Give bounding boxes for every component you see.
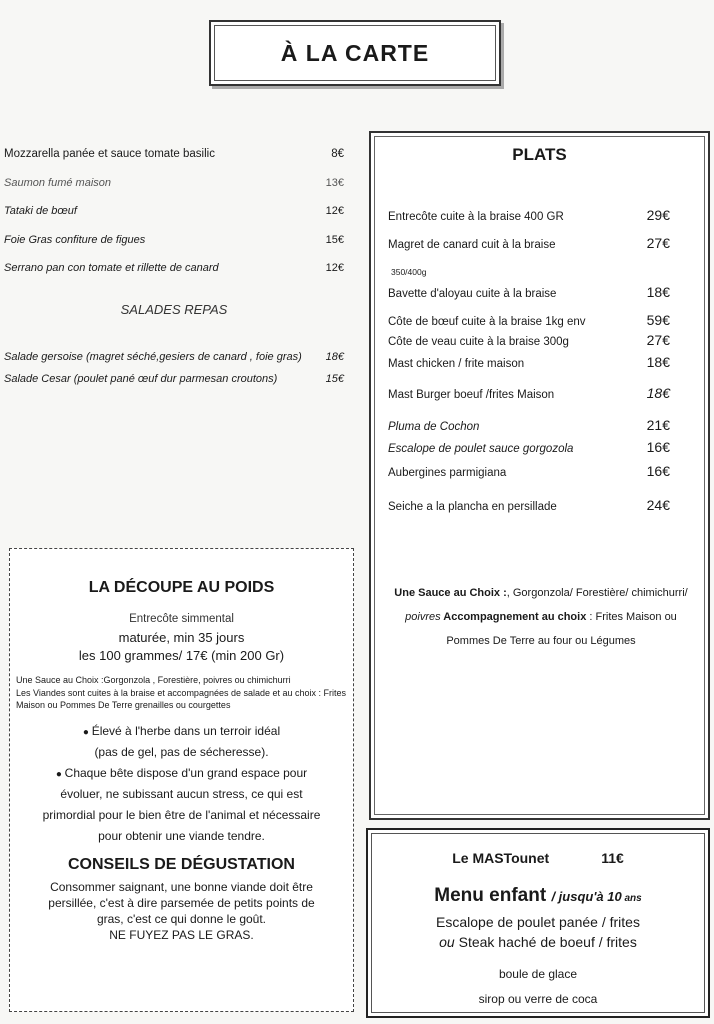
kids-menu-title bbox=[368, 885, 708, 907]
salad-price: 18€ bbox=[325, 351, 344, 363]
decoupe-section bbox=[9, 548, 354, 1012]
bullet-item bbox=[10, 721, 353, 743]
bullet-icon: ● bbox=[82, 727, 92, 738]
plat-price: 27€ bbox=[646, 235, 670, 251]
plat-item bbox=[388, 463, 670, 479]
plat-name: Seiche a la plancha en persillade bbox=[388, 501, 557, 513]
starter-item bbox=[4, 234, 344, 246]
plat-item bbox=[388, 207, 670, 223]
plat-name: Bavette d'aloyau cuite à la braise bbox=[388, 288, 557, 300]
starter-price: 12€ bbox=[325, 205, 344, 217]
conseils-title: CONSEILS DE DÉGUSTATION bbox=[68, 856, 295, 873]
plat-price: 16€ bbox=[646, 439, 670, 455]
salad-name: Salade Cesar (poulet pané œuf dur parmesan croutons) bbox=[4, 373, 278, 385]
bullet-continuation: primordial pour le bien être de l'animal et nécessaire bbox=[42, 808, 321, 822]
plat-item bbox=[388, 439, 670, 455]
plat-item bbox=[388, 497, 670, 513]
plat-item bbox=[388, 385, 670, 401]
starter-name: Serrano pan con tomate et rillette de canard bbox=[4, 262, 219, 274]
starter-name: Foie Gras confiture de figues bbox=[4, 234, 146, 246]
kids-age-unit: ans bbox=[621, 893, 642, 904]
plat-name: Côte de veau cuite à la braise 300g bbox=[388, 336, 569, 348]
starter-name: Mozzarella panée et sauce tomate basilic bbox=[4, 148, 215, 160]
kids-menu-label: Menu enfant bbox=[434, 885, 552, 906]
salad-item bbox=[4, 373, 344, 385]
plat-price: 18€ bbox=[646, 385, 670, 401]
starter-price: 12€ bbox=[325, 262, 344, 274]
salades-heading: SALADES REPAS bbox=[120, 302, 228, 317]
bullet-item bbox=[10, 763, 353, 785]
conseils-line: Consommer saignant, une bonne viande doit être bbox=[50, 880, 313, 894]
plat-item bbox=[388, 332, 670, 348]
plats-title: PLATS bbox=[512, 145, 567, 164]
plat-name: Mast Burger boeuf /frites Maison bbox=[388, 389, 555, 401]
plat-name: Aubergines parmigiana bbox=[388, 467, 507, 479]
starter-item bbox=[4, 148, 344, 160]
page-title: À LA CARTE bbox=[209, 20, 501, 86]
starter-price: 8€ bbox=[331, 148, 344, 160]
bullet-text: Chaque bête dispose d'un grand espace pour bbox=[64, 766, 308, 780]
salad-name: Salade gersoise (magret séché,gesiers de canard , foie gras) bbox=[4, 351, 302, 363]
kids-menu-line bbox=[368, 934, 708, 950]
bullet-continuation: (pas de gel, pas de sécheresse). bbox=[94, 745, 269, 759]
sauce-accompaniment-text bbox=[385, 581, 697, 653]
starter-item bbox=[4, 262, 344, 274]
decoupe-line: maturée, min 35 jours bbox=[118, 630, 245, 645]
kids-or: ou bbox=[439, 934, 455, 950]
plat-item bbox=[388, 235, 670, 251]
decoupe-price-line: les 100 grammes/ 17€ (min 200 Gr) bbox=[78, 648, 285, 663]
kids-menu-line: sirop ou verre de coca bbox=[478, 992, 598, 1006]
kids-menu-price: 11€ bbox=[601, 850, 624, 866]
kids-menu-section bbox=[366, 828, 710, 1018]
starter-name: Tataki de bœuf bbox=[4, 205, 77, 217]
plat-price: 18€ bbox=[646, 284, 670, 300]
accomp-options: : Frites Maison ou Pommes De Terre au four ou Légumes bbox=[446, 611, 677, 647]
kids-age-limit: / jusqu'à 10 bbox=[551, 889, 622, 904]
plat-price: 27€ bbox=[646, 332, 670, 348]
accomp-label: Accompagnement au choix bbox=[440, 611, 587, 623]
plat-price: 21€ bbox=[646, 417, 670, 433]
kids-line-text: Steak haché de boeuf / frites bbox=[454, 934, 637, 950]
sauce-label: Une Sauce au Choix : bbox=[394, 587, 507, 599]
salad-price: 15€ bbox=[325, 373, 344, 385]
plat-item bbox=[388, 417, 670, 433]
plat-item bbox=[388, 284, 670, 300]
bullet-icon: ● bbox=[55, 769, 65, 780]
plats-section bbox=[369, 131, 710, 820]
kids-menu-line: Escalope de poulet panée / frites bbox=[436, 914, 640, 930]
plat-price: 59€ bbox=[646, 312, 670, 328]
plat-price: 16€ bbox=[646, 463, 670, 479]
bullet-continuation: évoluer, ne subissant aucun stress, ce qui est bbox=[60, 787, 303, 801]
plat-item bbox=[388, 312, 670, 328]
plat-name: Mast chicken / frite maison bbox=[388, 358, 525, 370]
kids-menu-header bbox=[368, 850, 708, 866]
plat-name: Magret de canard cuit à la braise bbox=[388, 239, 556, 251]
decoupe-sauce-note: Une Sauce au Choix :Gorgonzola , Forestière, poivres ou chimichurri bbox=[16, 675, 291, 685]
bullet-continuation: pour obtenir une viande tendre. bbox=[98, 829, 265, 843]
sauce-options: , Gorgonzola/ Forestière/ chimichurri/ bbox=[506, 587, 688, 599]
decoupe-line: Entrecôte simmental bbox=[129, 613, 234, 625]
plat-name: Côte de bœuf cuite à la braise 1kg env bbox=[388, 316, 586, 328]
plat-item bbox=[388, 354, 670, 370]
bullet-text: Élevé à l'herbe dans un terroir idéal bbox=[91, 724, 281, 738]
starter-price: 13€ bbox=[325, 177, 344, 189]
starter-item bbox=[4, 177, 344, 189]
plat-price: 29€ bbox=[646, 207, 670, 223]
salad-item bbox=[4, 351, 344, 363]
starter-name: Saumon fumé maison bbox=[4, 177, 111, 189]
plat-name: Pluma de Cochon bbox=[388, 421, 480, 433]
sauce-poivres: poivres bbox=[405, 611, 441, 623]
kids-menu-line: boule de glace bbox=[498, 967, 578, 981]
conseils-line: persillée, c'est à dire parsemée de petits points de bbox=[48, 896, 315, 910]
conseils-line: gras, c'est ce qui donne le goût. bbox=[96, 912, 267, 926]
plat-price: 18€ bbox=[646, 354, 670, 370]
starter-item bbox=[4, 205, 344, 217]
conseils-line: NE FUYEZ PAS LE GRAS. bbox=[109, 928, 254, 942]
starter-price: 15€ bbox=[325, 234, 344, 246]
plat-price: 24€ bbox=[646, 497, 670, 513]
plat-name: Escalope de poulet sauce gorgozola bbox=[388, 443, 574, 455]
conseils-text bbox=[10, 879, 353, 943]
decoupe-accomp-note: Les Viandes sont cuites à la braise et accompagnées de salade et au choix : Frites Maison ou Pommes De Terre grenailles ou courgettes bbox=[16, 688, 347, 710]
plat-name: Entrecôte cuite à la braise 400 GR bbox=[388, 211, 564, 223]
decoupe-title: LA DÉCOUPE AU POIDS bbox=[88, 579, 275, 596]
kids-menu-name: Le MASTounet bbox=[452, 850, 550, 866]
magret-weight-note: 350/400g bbox=[391, 267, 427, 277]
